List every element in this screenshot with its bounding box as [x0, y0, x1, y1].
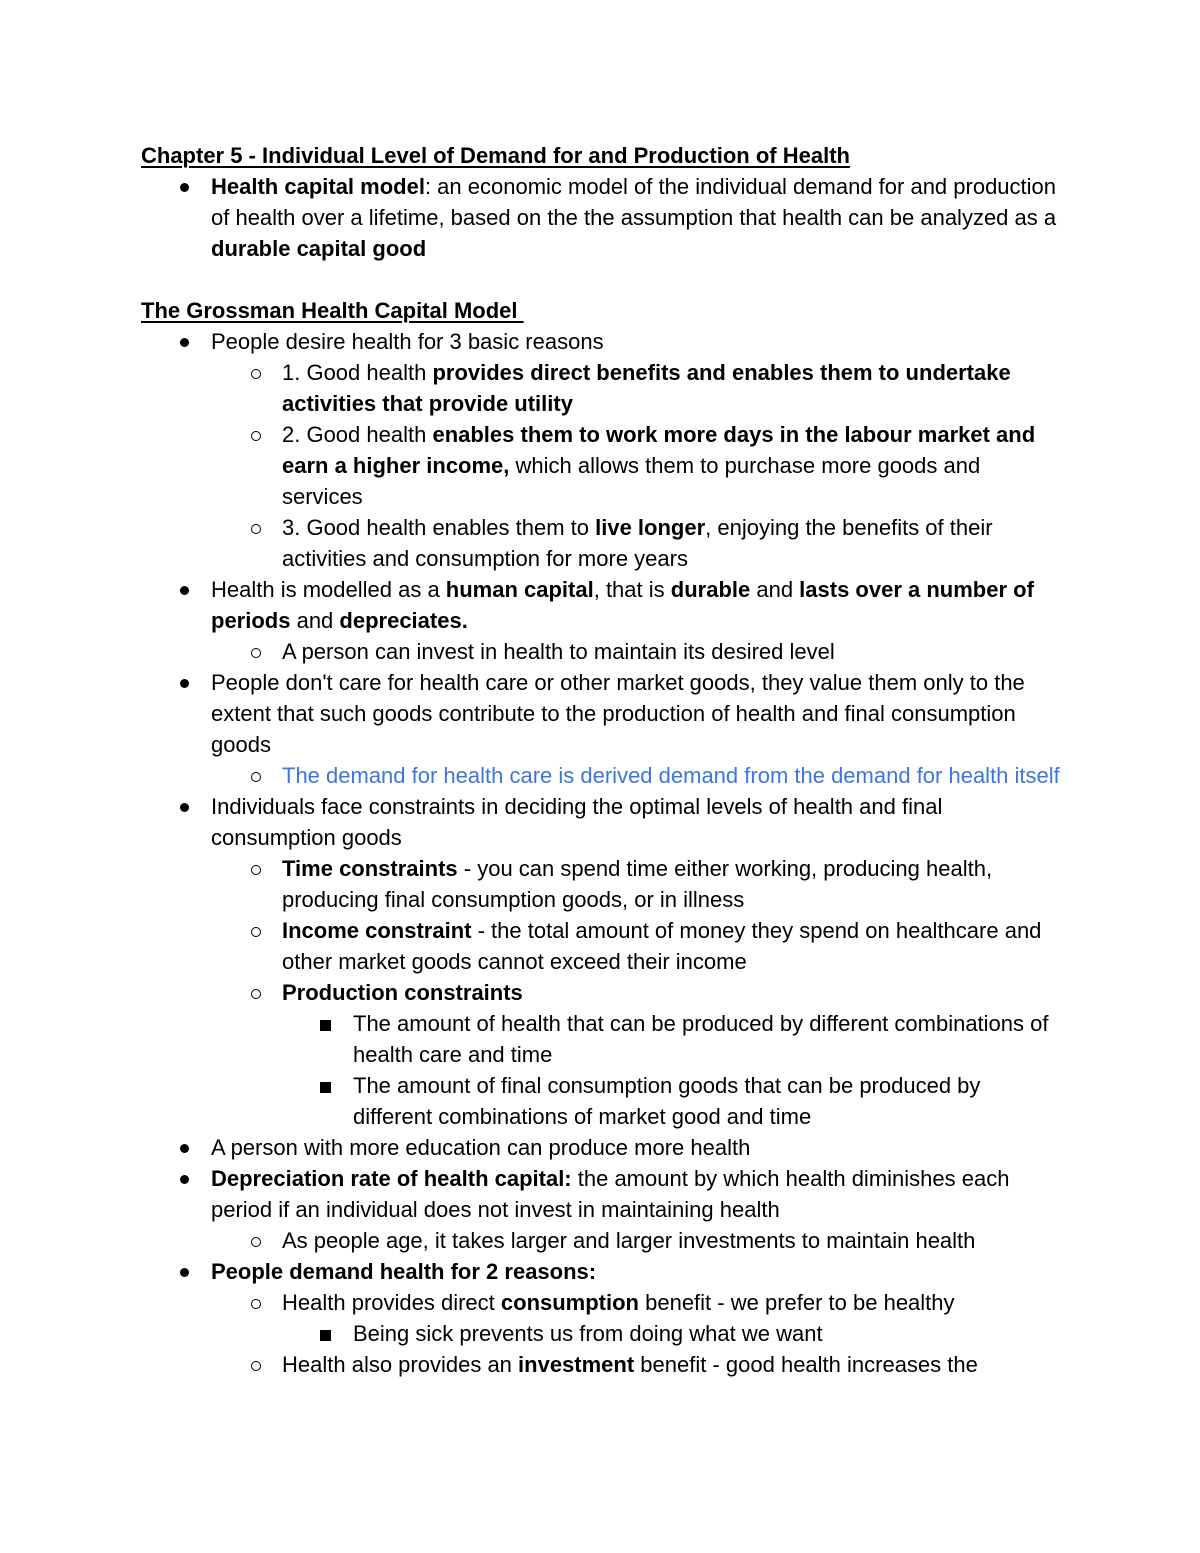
time-constraints-text: - you can spend time either working, producing health, producing final consumption goods, or in illness — [282, 856, 993, 912]
aging-text: As people age, it takes larger and larger investments to maintain health — [282, 1228, 976, 1253]
education-text: A person with more education can produce more health — [211, 1135, 751, 1160]
constraints-intro: Individuals face constraints in deciding the optimal levels of health and final consumption goods — [211, 794, 943, 850]
list-item-being-sick — [141, 1318, 1061, 1349]
list-item-derived-demand — [141, 760, 1061, 791]
term-durable-capital-good: durable capital good — [211, 236, 427, 261]
consumption-text: Health provides direct — [282, 1290, 501, 1315]
term-lasts-over-periods: lasts over a number of periods — [211, 577, 1034, 633]
depreciation-text: the amount by which health diminishes each period if an individual does not invest in maintaining health — [211, 1166, 1010, 1222]
list-item-reason-2 — [141, 419, 1061, 512]
reason-2-bold: enables them to work more days in the labour market and earn a higher income, — [282, 422, 1036, 478]
list-item-income-constraint — [141, 915, 1061, 977]
list-item-human-capital — [141, 574, 1061, 636]
production-goods-text: The amount of final consumption goods that can be produced by different combinations of market good and time — [353, 1073, 981, 1129]
section-heading-grossman: The Grossman Health Capital Model — [141, 298, 524, 323]
term-income-constraint: Income constraint — [282, 918, 472, 943]
demand-reasons-heading: People demand health for 2 reasons: — [211, 1259, 597, 1284]
term-time-constraints: Time constraints — [282, 856, 458, 881]
market-goods-text: People don't care for health care or other market goods, they value them only to the extent that such goods contribute to the production of health and final consumption goods — [211, 670, 1025, 757]
term-depreciation-rate: Depreciation rate of health capital: — [211, 1166, 572, 1191]
being-sick-text: Being sick prevents us from doing what we want — [353, 1321, 823, 1346]
investment-post: benefit - good health increases the — [634, 1352, 978, 1377]
list-item-market-goods — [141, 667, 1061, 760]
document-body — [141, 140, 1061, 1380]
term-health-capital-model: Health capital model — [211, 174, 425, 199]
list-item-constraints — [141, 791, 1061, 853]
human-capital-text: and — [750, 577, 800, 602]
list-item-demand-reasons — [141, 1256, 1061, 1287]
list-item-reason-3 — [141, 512, 1061, 574]
term-investment: investment — [518, 1352, 635, 1377]
list-item-time-constraints — [141, 853, 1061, 915]
list-item-invest-health — [141, 636, 1061, 667]
invest-health-text: A person can invest in health to maintain its desired level — [282, 639, 835, 664]
term-depreciates: depreciates. — [339, 608, 468, 633]
chapter-heading: Chapter 5 - Individual Level of Demand for and Production of Health — [141, 143, 850, 168]
list-item-production-constraints — [141, 977, 1061, 1008]
reason-2-post: which allows them to purchase more goods and services — [282, 453, 981, 509]
list-item-education — [141, 1132, 1061, 1163]
definition-text: : an economic model of the individual demand for and production of health over a lifetime, based on the the assumption that health can be analyzed as a — [211, 174, 1057, 230]
human-capital-text: , that is — [593, 577, 671, 602]
list-item-production-goods — [141, 1070, 1061, 1132]
reason-3-bold: live longer — [595, 515, 706, 540]
list-item-reasons — [141, 326, 1061, 357]
reason-2-text: 2. Good health — [282, 422, 433, 447]
list-item-health-capital-model — [141, 171, 1061, 264]
production-health-text: The amount of health that can be produced by different combinations of health care and time — [353, 1011, 1049, 1067]
reason-1-text: 1. Good health — [282, 360, 433, 385]
derived-demand-text: The demand for health care is derived demand from the demand for health itself — [282, 763, 1060, 788]
term-durable: durable — [670, 577, 751, 602]
term-consumption: consumption — [500, 1290, 639, 1315]
consumption-post: benefit - we prefer to be healthy — [639, 1290, 955, 1315]
term-production-constraints: Production constraints — [282, 980, 523, 1005]
list-item-investment-benefit — [141, 1349, 1061, 1380]
list-item-aging — [141, 1225, 1061, 1256]
reasons-intro: People desire health for 3 basic reasons — [211, 329, 604, 354]
income-constraint-text: - the total amount of money they spend on healthcare and other market goods cannot exceed their income — [282, 918, 1042, 974]
list-item-reason-1 — [141, 357, 1061, 419]
term-human-capital: human capital — [445, 577, 594, 602]
reason-1-bold: provides direct benefits and enables them to undertake activities that provide utility — [282, 360, 1011, 416]
list-item-consumption-benefit — [141, 1287, 1061, 1318]
list-item-depreciation — [141, 1163, 1061, 1225]
list-item-production-health — [141, 1008, 1061, 1070]
investment-text: Health also provides an — [282, 1352, 519, 1377]
reason-3-post: , enjoying the benefits of their activities and consumption for more years — [282, 515, 993, 571]
human-capital-text: Health is modelled as a — [211, 577, 446, 602]
human-capital-text: and — [290, 608, 340, 633]
reason-3-text: 3. Good health enables them to — [282, 515, 596, 540]
